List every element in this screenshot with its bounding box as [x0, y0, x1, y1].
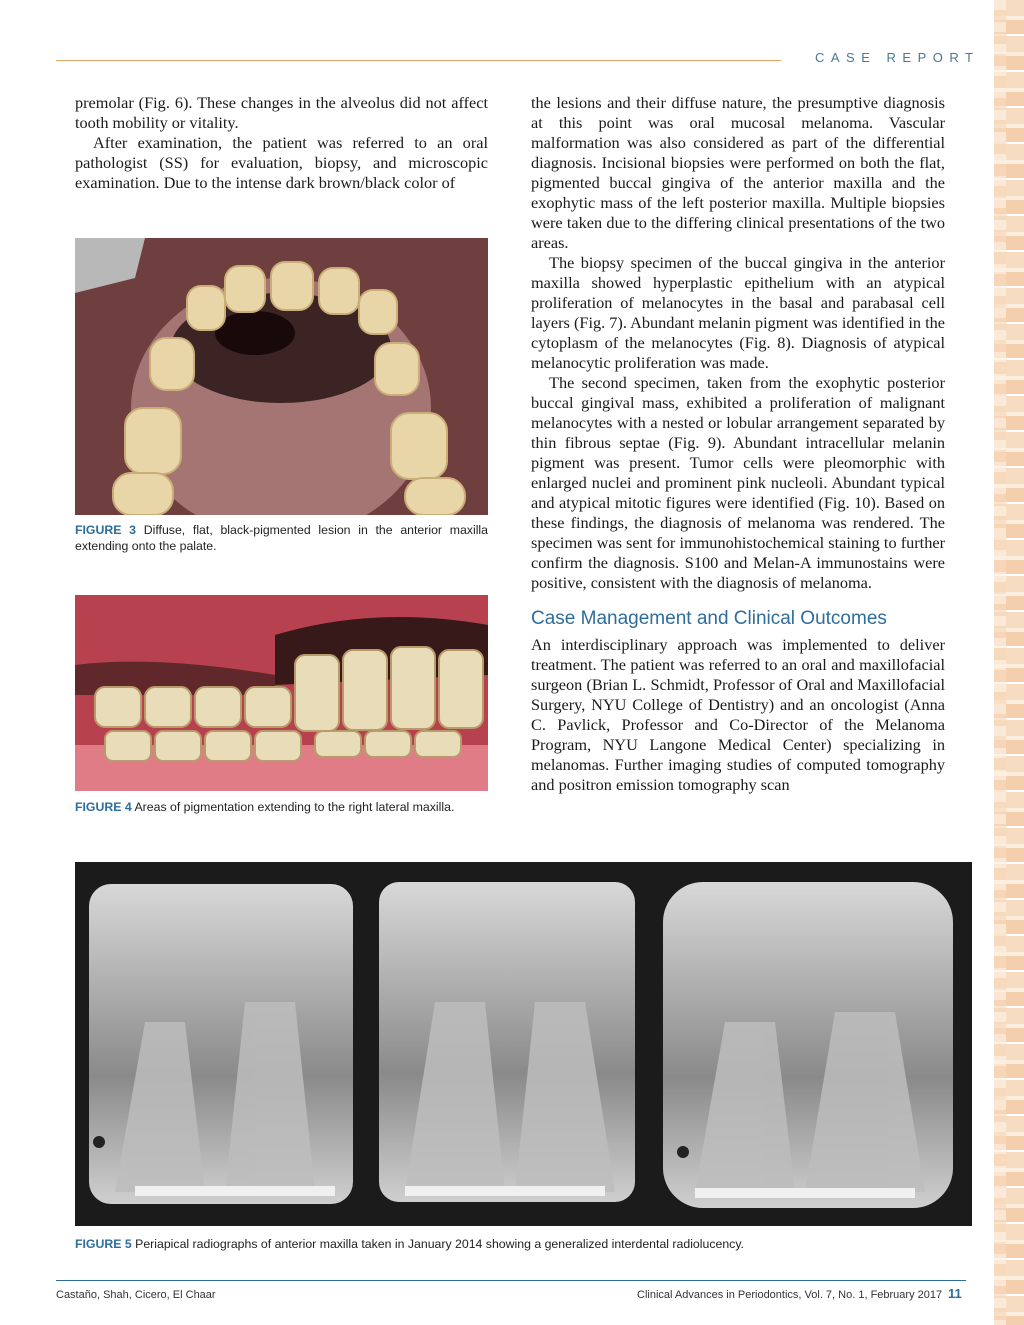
figure-label: FIGURE 4	[75, 800, 132, 814]
caption-text: Areas of pigmentation extending to the right lateral maxilla.	[134, 800, 455, 814]
paragraph: The second specimen, taken from the exophytic posterior buccal gingival mass, exhibited a proliferation of malignant melanocytes with a nested or lobular arrangement separated by thin fibrous septae (Fig. 9). Abundant intracellular melanin pigment was present. Tumor cells were pleomorphic with enlarged nuclei and prominent pink nucleoli. Abundant typical and atypical mitotic figures were identified (Fig. 10). Based on these findings, the diagnosis of melanoma was rendered. The specimen was sent for immunohistochemical staining to further confirm the diagnosis. S100 and Melan-A immunostains were positive, consistent with the diagnosis of melanoma.	[531, 373, 945, 592]
paragraph: premolar (Fig. 6). These changes in the alveolus did not affect tooth mobility or vitality.	[75, 93, 488, 132]
section-label: CASE REPORT	[815, 50, 980, 65]
paragraph: An interdisciplinary approach was implemented to deliver treatment. The patient was referred to an oral and maxillofacial surgeon (Brian L. Schmidt, Professor of Oral and Maxillofacial Surgery, NYU College of Dentistry) and an oncologist (Anna C. Pavlick, Professor and Co-Director of the Melanoma Program, NYU Langone Medical Center) specializing in melanomas. Further imaging studies of computed tomography and positron emission tomography scan	[531, 635, 945, 794]
footer-rule	[56, 1280, 966, 1281]
left-column	[75, 93, 488, 193]
header-rule	[56, 60, 781, 61]
figure-5-radiographs	[75, 862, 972, 1226]
figure-label: FIGURE 5	[75, 1237, 132, 1251]
decorative-edge-stripe	[994, 0, 1024, 1325]
figure-label: FIGURE 3	[75, 523, 137, 537]
section-heading: Case Management and Clinical Outcomes	[531, 608, 887, 629]
caption-text: Diffuse, flat, black-pigmented lesion in the anterior maxilla extending onto the palate.	[75, 523, 488, 553]
page-number: 11	[948, 1286, 962, 1301]
figure-3-photo	[75, 238, 488, 515]
radiograph-panels	[75, 862, 972, 1226]
paragraph: After examination, the patient was referred to an oral pathologist (SS) for evaluation, biopsy, and microscopic examination. Due to the intense dark brown/black color of	[75, 133, 488, 192]
figure-4-caption	[75, 799, 495, 815]
lateral-teeth-illustration	[75, 595, 488, 791]
figure-4-photo	[75, 595, 488, 791]
paragraph: The biopsy specimen of the buccal gingiva in the anterior maxilla showed hyperplastic epithelium with an atypical proliferation of melanocytes in the basal and parabasal cell layers (Fig. 7). Abundant melanin pigment was identified in the cytoplasm of the melanocytes (Fig. 8). Diagnosis of atypical melanocytic proliferation was made.	[531, 253, 945, 372]
paragraph: the lesions and their diffuse nature, the presumptive diagnosis at this point was oral mucosal melanoma. Vascular malformation was also considered as part of the differential diagnosis. Incisional biopsies were performed on both the flat, pigmented buccal gingiva of the anterior maxilla and the exophytic mass of the left posterior maxilla. Multiple biopsies were taken due to the differing clinical presentations of the two areas.	[531, 93, 945, 252]
right-column	[531, 93, 945, 795]
footer-authors: Castaño, Shah, Cicero, El Chaar	[56, 1289, 216, 1301]
figure-5-caption	[75, 1236, 972, 1252]
figure-3-caption	[75, 522, 488, 554]
caption-text: Periapical radiographs of anterior maxilla taken in January 2014 showing a generalized interdental radiolucency.	[135, 1237, 744, 1251]
footer-journal: Clinical Advances in Periodontics, Vol. 7, No. 1, February 2017	[637, 1289, 943, 1301]
palate-illustration	[75, 238, 488, 515]
